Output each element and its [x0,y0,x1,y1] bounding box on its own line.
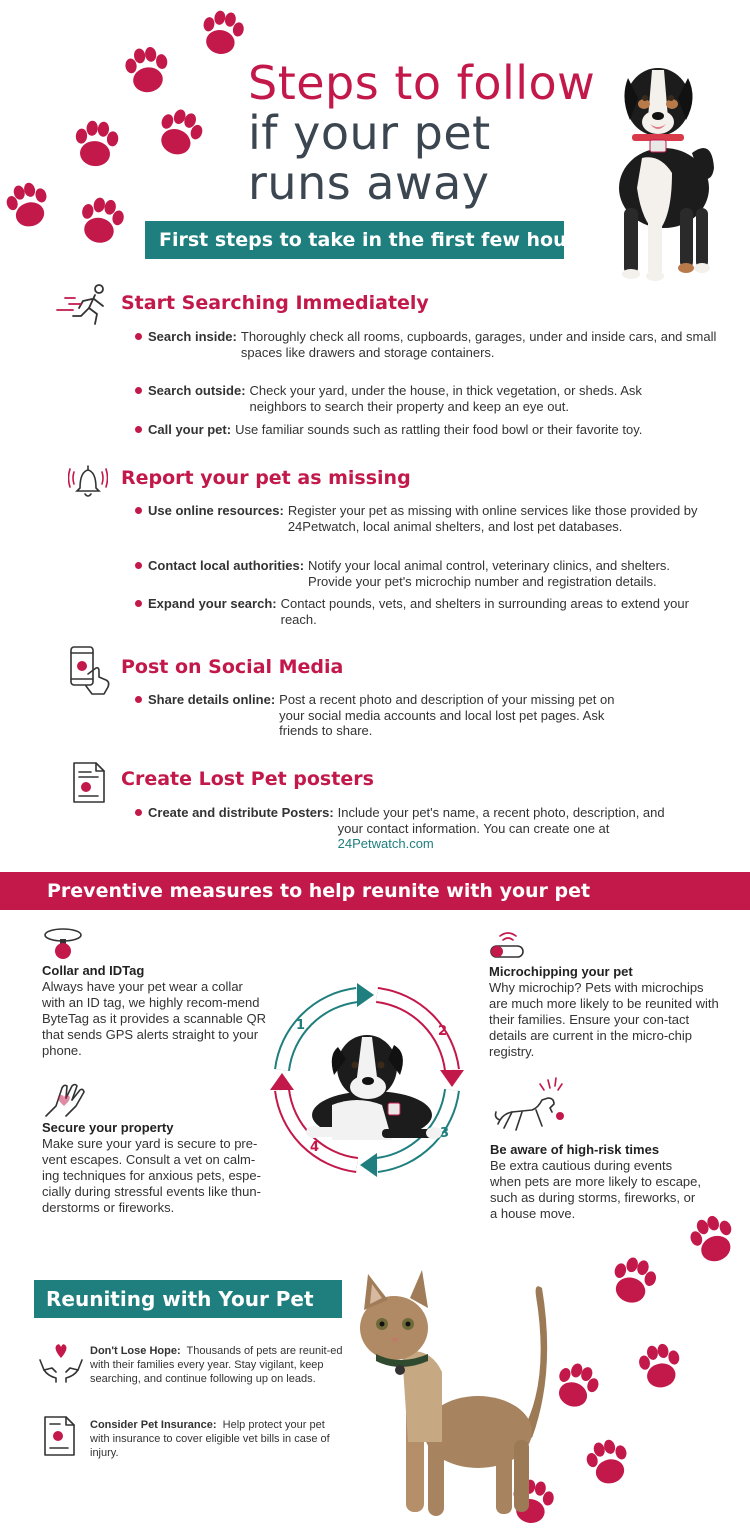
section-title-lost-pet-posters: Create Lost Pet posters [121,768,374,790]
list-item: Use online resources: Register your pet as missing with online services like those provided by 24Petwatch, local animal shelters, and lost pet databases. [135,503,735,534]
preventive-title-secure: Secure your property [42,1120,174,1135]
list-item: Call your pet: Use familiar sounds such as rattling their food bowl or their favorite toy. [135,422,735,438]
reuniting-item-hope: Don't Lose Hope: Thousands of pets are reunit-ed with their families every year. Stay vigilant, keep searching, and continue following up on leads. [90,1345,343,1385]
title-line-2: if your pet [248,106,491,160]
paw-print-decoration [119,43,177,100]
bell-alert-icon [68,458,108,500]
page-title [248,58,595,208]
bullet-dot [135,333,142,340]
poster-icon [68,760,112,806]
paw-print-decoration [0,176,59,235]
preventive-title-microchip: Microchipping your pet [489,964,633,979]
preventive-banner: Preventive measures to help reunite with your pet [0,872,750,910]
list-item: Share details online: Post a recent photo and description of your missing pet on your social media accounts and local lost pet pages. Ask friends to share. [135,692,635,739]
bullet-dot [135,600,142,607]
petwatch-link[interactable]: 24Petwatch.com [337,836,434,851]
list-item: Search outside: Check your yard, under the house, in thick vegetation, or sheds. Ask neighbors to search their property and keep an eye out. [135,383,695,414]
cycle-number: 1 [296,1018,306,1033]
first-steps-banner: First steps to take in the first few hours [145,221,564,259]
bullet-dot [135,696,142,703]
title-line-1: Steps to follow [248,56,596,110]
bullet-dot [135,426,142,433]
list-item: Search inside: Thoroughly check all rooms, cupboards, garages, under and inside cars, and small spaces like drawers and storage containers. [135,329,725,360]
title-line-3: runs away [248,156,490,210]
paw-print-decoration [194,6,252,62]
section-title-social-media: Post on Social Media [121,656,344,678]
collar-icon [42,926,84,962]
preventive-title-high-risk: Be aware of high-risk times [490,1142,660,1157]
cycle-number: 4 [310,1140,320,1155]
cycle-number: 2 [438,1024,448,1039]
cycle-number: 3 [440,1126,450,1141]
reuniting-item-insurance: Consider Pet Insurance: Help protect your pet with insurance to cover eligible vet bills in case of injury. [90,1419,330,1459]
paw-print-decoration [578,1432,639,1493]
dog-illustration [572,58,720,286]
cycle-graphic [262,975,472,1185]
preventive-text-collar: Always have your pet wear a collar with an ID tag, we highly recom-mend ByteTag as it provides a scannable QR that sends GPS alerts straight to your phone. [42,979,267,1058]
insurance-document-icon [40,1414,80,1458]
bullet-dot [135,507,142,514]
preventive-title-collar: Collar and IDTag [42,963,145,978]
list-item: Expand your search: Contact pounds, vets, and shelters in surrounding areas to extend your reach. [135,596,700,627]
scared-dog-icon [492,1074,568,1134]
paw-print-decoration [71,191,133,253]
list-item: Contact local authorities: Notify your local animal control, veterinary clinics, and shelters. Provide your pet's microchip number and registration details. [135,558,710,589]
bullet-dot [135,562,142,569]
reuniting-banner: Reuniting with Your Pet [34,1280,342,1318]
paw-print-decoration [632,1338,690,1396]
phone-hand-icon [66,644,114,696]
running-person-icon [55,282,113,328]
hand-heart-icon [42,1080,92,1120]
section-title-start-searching: Start Searching Immediately [121,292,429,314]
paw-print-decoration [68,118,126,173]
cat-illustration [350,1262,560,1524]
bullet-dot [135,809,142,816]
preventive-text-high-risk: Be extra cautious during events when pets are more likely to escape, such as during storms, fireworks, or a house move. [490,1158,701,1221]
microchip-icon [488,930,528,960]
preventive-text-microchip: Why microchip? Pets with microchips are much more likely to be reunited with their families. Ensure your con-tact details are current in the micro-chip registry. [489,980,719,1059]
paw-print-decoration [602,1250,666,1314]
preventive-text-secure: Make sure your yard is secure to pre-vent escapes. Consult a vet on calm-ing techniques for anxious pets, espe-cially during stressful events like thun-derstorms or fireworks. [42,1136,261,1215]
list-item: Create and distribute Posters: Include your pet's name, a recent photo, description, and your contact information. You can create one at 24Petwatch.com [135,805,680,852]
section-title-report-missing: Report your pet as missing [121,467,411,489]
paw-print-decoration [147,101,214,168]
hands-heart-icon [38,1340,84,1384]
bullet-dot [135,387,142,394]
